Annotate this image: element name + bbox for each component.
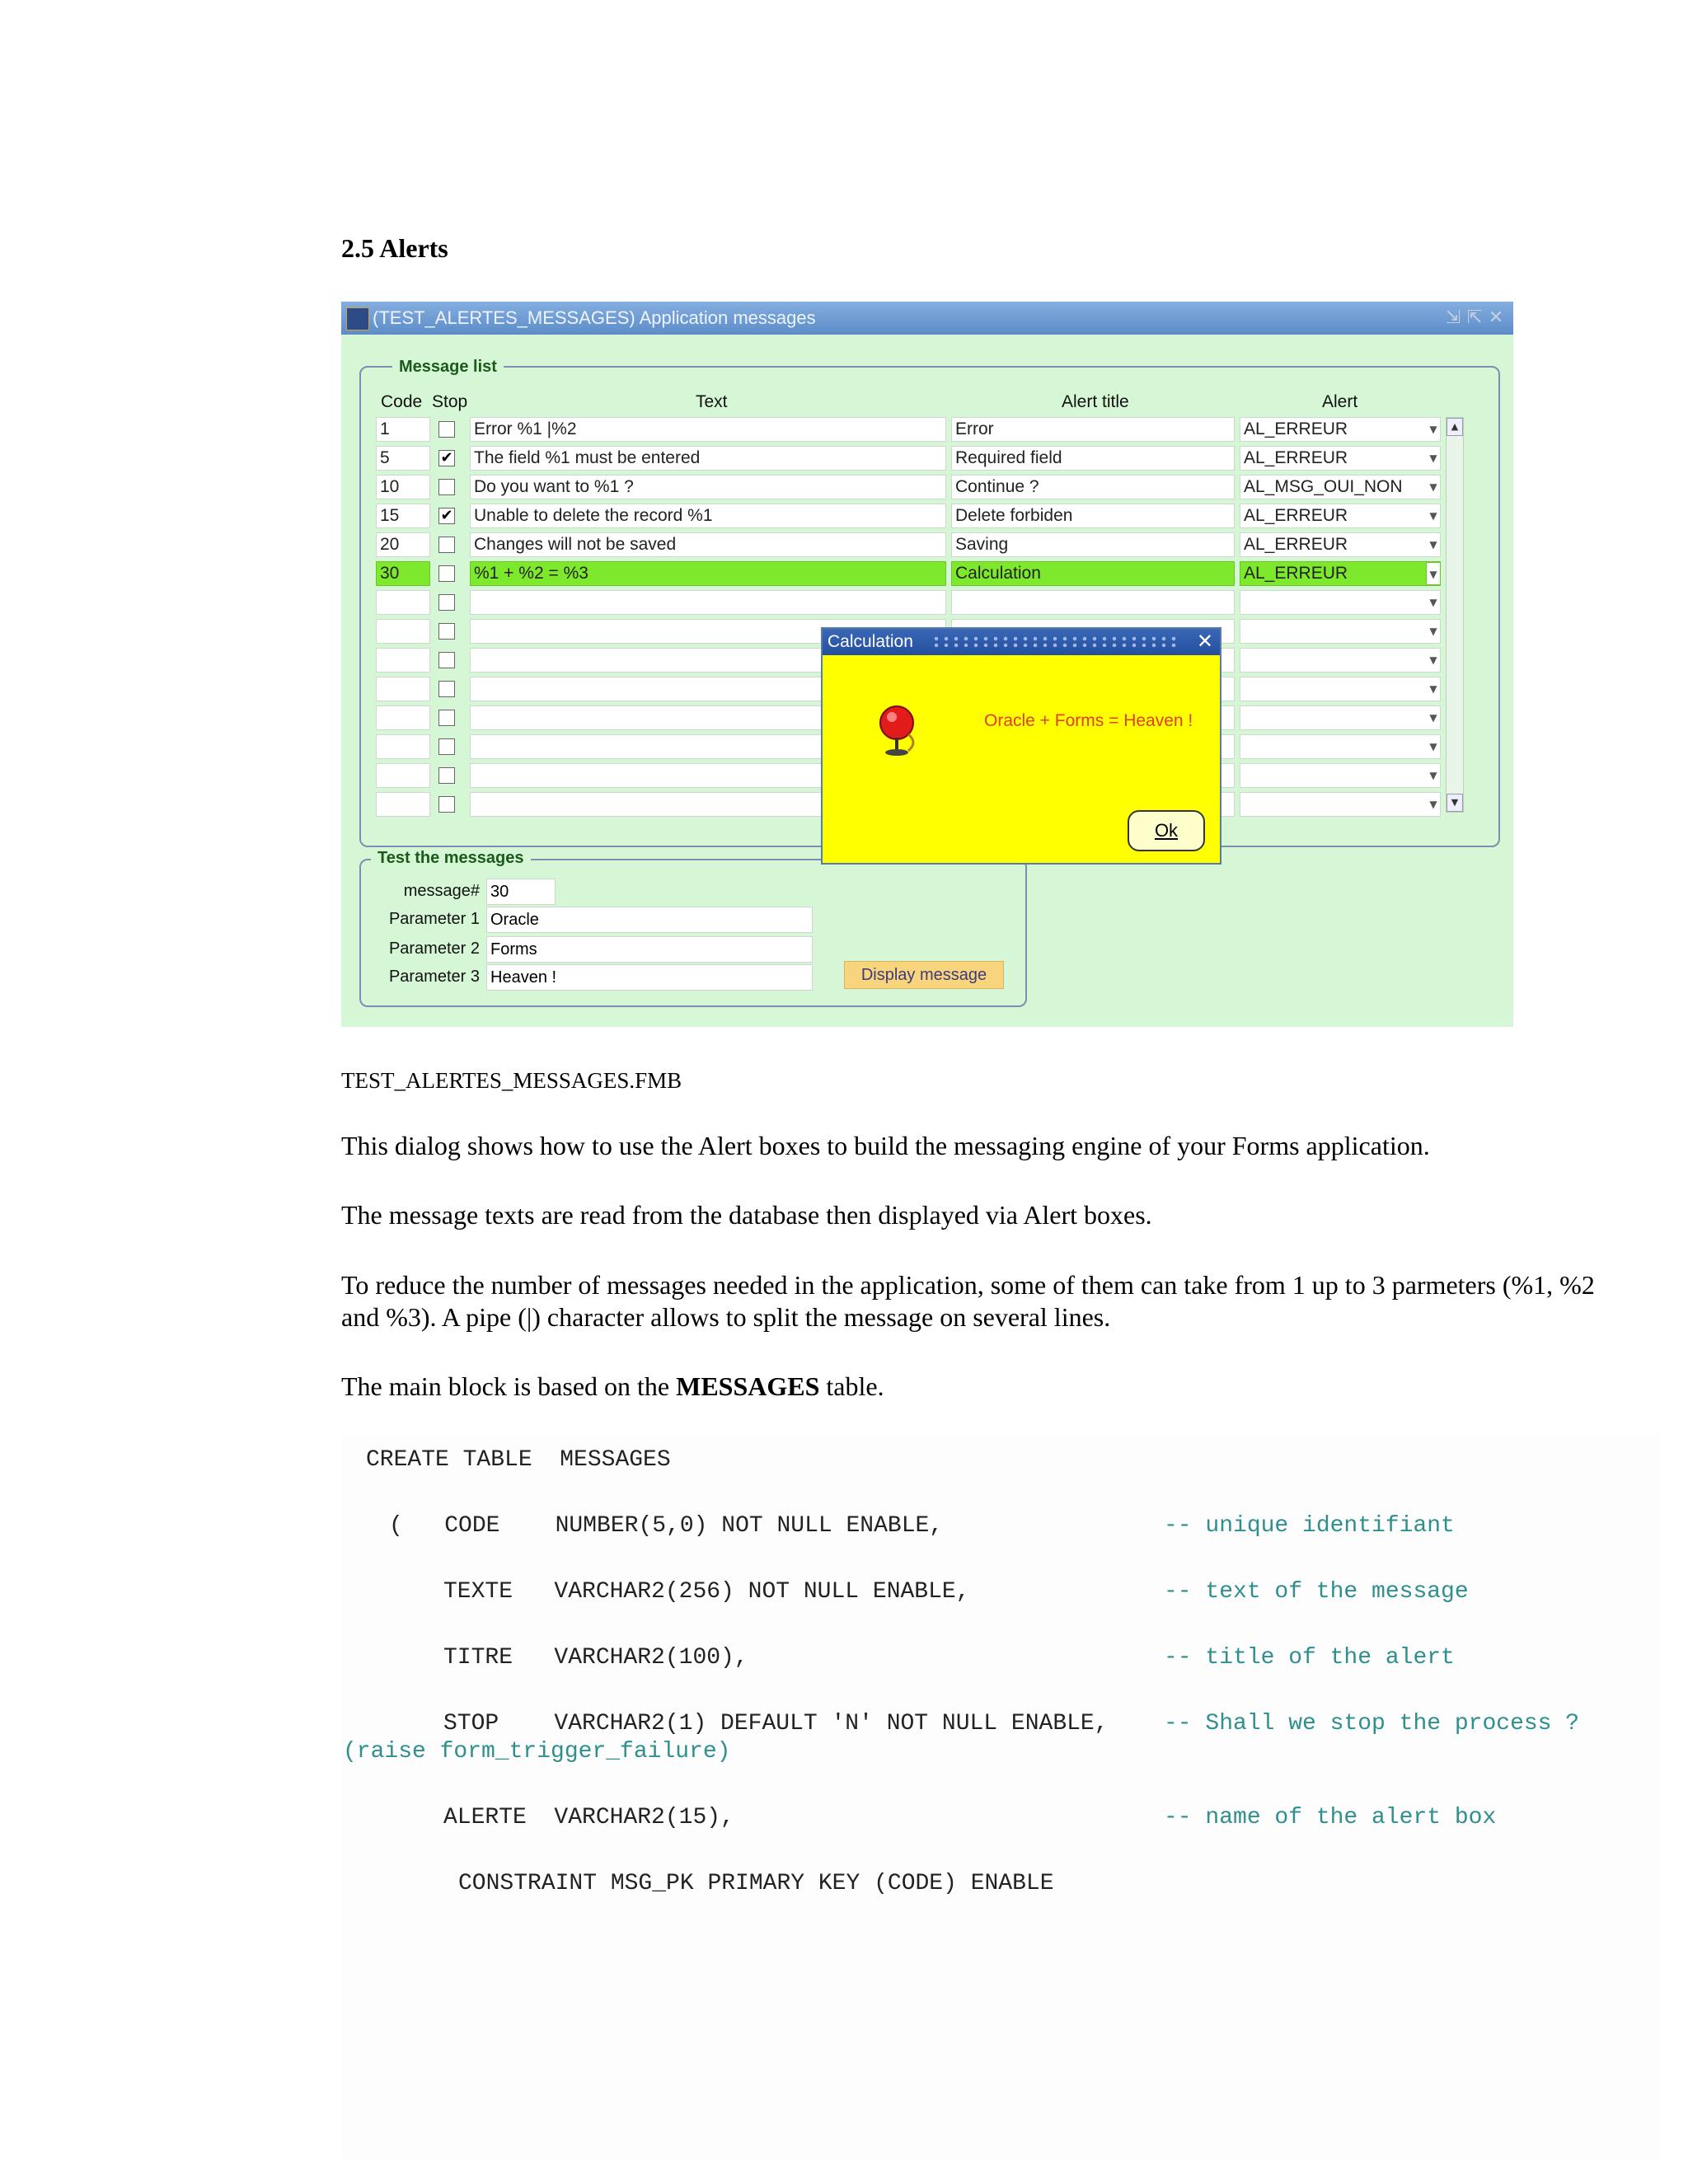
grid-scrollbar[interactable]: [1446, 417, 1464, 813]
alert-cell[interactable]: [1240, 619, 1441, 644]
ok-button-label: Ok: [1154, 820, 1179, 841]
chevron-down-icon[interactable]: ▼: [1429, 712, 1437, 724]
bell-icon: [875, 703, 921, 761]
alert-dialog-title: Calculation: [828, 632, 913, 651]
chevron-down-icon[interactable]: ▼: [1429, 741, 1437, 752]
code-cell[interactable]: [376, 763, 430, 788]
code-cell[interactable]: 30: [376, 561, 430, 586]
code-cell[interactable]: [376, 590, 430, 615]
alert-cell[interactable]: [1240, 705, 1441, 730]
chevron-down-icon[interactable]: ▼: [1429, 510, 1437, 522]
code-block: [341, 1434, 1660, 2159]
chevron-down-icon[interactable]: ▼: [1429, 424, 1437, 435]
stop-checkbox[interactable]: [438, 421, 455, 438]
alert-title-cell[interactable]: Delete forbiden: [951, 504, 1235, 528]
code-cell[interactable]: 20: [376, 532, 430, 557]
message-number-input[interactable]: 30: [486, 879, 556, 905]
parameter-1-label: Parameter 1: [388, 910, 480, 928]
chevron-down-icon[interactable]: ▼: [1429, 481, 1437, 493]
code-comment-2: -- unique identifiant: [1164, 1513, 1455, 1539]
col-text: Text: [696, 392, 728, 411]
text-cell[interactable]: [470, 590, 946, 615]
paragraph-4: [341, 1371, 1627, 1403]
stop-checkbox[interactable]: [438, 479, 455, 495]
code-cell[interactable]: [376, 677, 430, 701]
alert-cell[interactable]: AL_ERREUR: [1240, 504, 1441, 528]
alert-message: Oracle + Forms = Heaven !: [984, 711, 1193, 730]
parameter-3-input[interactable]: Heaven !: [486, 964, 813, 991]
stop-checkbox[interactable]: [438, 796, 455, 813]
ok-button[interactable]: [1128, 810, 1205, 851]
code-line-2: ( CODE NUMBER(5,0) NOT NULL ENABLE,: [389, 1513, 944, 1539]
display-message-button[interactable]: Display message: [844, 961, 1004, 989]
table-name: MESSAGES: [676, 1371, 820, 1401]
stop-checkbox[interactable]: [438, 623, 455, 640]
chevron-down-icon[interactable]: ▼: [1429, 539, 1437, 551]
stop-checkbox[interactable]: [438, 594, 455, 611]
stop-checkbox[interactable]: [438, 537, 455, 553]
alert-cell[interactable]: AL_MSG_OUI_NON: [1240, 475, 1441, 499]
chevron-down-icon[interactable]: ▼: [1429, 799, 1437, 810]
paragraph-1: This dialog shows how to use the Alert boxes to build the messaging engine of your Forms application.: [341, 1131, 1430, 1160]
code-comment-3: -- text of the message: [1164, 1579, 1469, 1605]
text-cell[interactable]: The field %1 must be entered: [470, 446, 946, 471]
alert-cell[interactable]: AL_ERREUR: [1240, 446, 1441, 471]
code-cell[interactable]: 10: [376, 475, 430, 499]
section-heading: 2.5 Alerts: [341, 233, 448, 263]
test-frame-title: Test the messages: [371, 849, 531, 868]
window-title: (TEST_ALERTES_MESSAGES) Application messages: [373, 307, 816, 328]
code-line-1: CREATE TABLE MESSAGES: [366, 1447, 671, 1473]
text-cell[interactable]: Changes will not be saved: [470, 532, 946, 557]
paragraph-3: To reduce the number of messages needed in the application, some of them can take from 1 up to 3 parmeters (%1, %2 and %3). A pipe (|) character allows to split the message on several lines.: [341, 1270, 1595, 1332]
code-cell[interactable]: 5: [376, 446, 430, 471]
alert-cell[interactable]: [1240, 677, 1441, 701]
paragraph-4-end: table.: [819, 1371, 884, 1401]
chevron-down-icon[interactable]: ▼: [1426, 562, 1441, 585]
chevron-down-icon[interactable]: ▼: [1429, 452, 1437, 464]
message-list-title: Message list: [392, 358, 504, 377]
alert-title-cell[interactable]: Saving: [951, 532, 1235, 557]
alert-cell[interactable]: AL_ERREUR: [1240, 561, 1441, 586]
code-cell[interactable]: [376, 734, 430, 759]
alert-title-cell[interactable]: Calculation: [951, 561, 1235, 586]
alert-title-cell[interactable]: [951, 590, 1235, 615]
code-cell[interactable]: 15: [376, 504, 430, 528]
stop-checkbox[interactable]: [438, 710, 455, 726]
code-line-3: TEXTE VARCHAR2(256) NOT NULL ENABLE,: [443, 1579, 970, 1605]
chevron-down-icon[interactable]: ▼: [1429, 626, 1437, 637]
paragraph-4-text: The main block is based on the: [341, 1371, 677, 1401]
code-cell[interactable]: 1: [376, 417, 430, 442]
code-line-4: TITRE VARCHAR2(100),: [443, 1645, 748, 1671]
scroll-down-icon[interactable]: ▼: [1447, 794, 1463, 812]
close-icon[interactable]: ✕: [1488, 307, 1504, 327]
code-comment-6: -- name of the alert box: [1164, 1805, 1497, 1830]
code-comment-5: -- Shall we stop the process ?: [1164, 1711, 1580, 1736]
alert-cell[interactable]: [1240, 734, 1441, 759]
parameter-3-label: Parameter 3: [388, 968, 480, 986]
parameter-2-label: Parameter 2: [388, 940, 480, 958]
code-cell[interactable]: [376, 648, 430, 673]
code-comment-4: -- title of the alert: [1164, 1645, 1455, 1671]
code-line-6: ALERTE VARCHAR2(15),: [443, 1805, 734, 1830]
code-line-7: CONSTRAINT MSG_PK PRIMARY KEY (CODE) ENABLE: [458, 1871, 1054, 1896]
stop-checkbox[interactable]: [438, 681, 455, 697]
minimize-icon[interactable]: ⇲: [1445, 307, 1461, 327]
alert-title-cell[interactable]: Continue ?: [951, 475, 1235, 499]
scroll-up-icon[interactable]: ▲: [1447, 418, 1463, 436]
col-code: Code: [381, 392, 423, 411]
parameter-2-input[interactable]: Forms: [486, 936, 813, 963]
col-stop: Stop: [432, 392, 468, 411]
code-cell[interactable]: [376, 705, 430, 730]
message-number-label: message#: [403, 882, 480, 900]
stop-checkbox[interactable]: [438, 767, 455, 784]
alert-title-cell[interactable]: Error: [951, 417, 1235, 442]
stop-checkbox[interactable]: ✔: [438, 450, 455, 466]
maximize-icon[interactable]: ⇱: [1466, 307, 1483, 327]
stop-checkbox[interactable]: ✔: [438, 508, 455, 524]
alert-cell[interactable]: [1240, 648, 1441, 673]
alert-cell[interactable]: [1240, 590, 1441, 615]
alert-cell[interactable]: AL_ERREUR: [1240, 417, 1441, 442]
text-cell[interactable]: Error %1 |%2: [470, 417, 946, 442]
figure-caption: TEST_ALERTES_MESSAGES.FMB: [341, 1068, 682, 1093]
window-titlebar: [341, 302, 1513, 335]
col-alert: Alert: [1322, 392, 1358, 411]
alert-cell[interactable]: [1240, 763, 1441, 788]
chevron-down-icon[interactable]: ▼: [1429, 597, 1437, 608]
stop-checkbox[interactable]: [438, 652, 455, 668]
code-line-5: STOP VARCHAR2(1) DEFAULT 'N' NOT NULL ENABLE,: [443, 1711, 1109, 1736]
alert-cell[interactable]: [1240, 792, 1441, 817]
app-icon: [346, 307, 369, 330]
alert-cell[interactable]: AL_ERREUR: [1240, 532, 1441, 557]
chevron-down-icon[interactable]: ▼: [1429, 683, 1437, 695]
stop-checkbox[interactable]: [438, 565, 455, 582]
alert-dialog-titlebar: [823, 629, 1220, 655]
text-cell[interactable]: %1 + %2 = %3: [470, 561, 946, 586]
alert-dialog: [821, 627, 1221, 865]
paragraph-2: The message texts are read from the database then displayed via Alert boxes.: [341, 1200, 1152, 1230]
chevron-down-icon[interactable]: ▼: [1429, 654, 1437, 666]
close-icon[interactable]: ✕: [1196, 630, 1213, 653]
code-cell[interactable]: [376, 792, 430, 817]
alert-title-cell[interactable]: Required field: [951, 446, 1235, 471]
parameter-1-input[interactable]: Oracle: [486, 907, 813, 933]
code-cell[interactable]: [376, 619, 430, 644]
text-cell[interactable]: Do you want to %1 ?: [470, 475, 946, 499]
titlebar-grip: [931, 635, 1179, 647]
chevron-down-icon[interactable]: ▼: [1429, 770, 1437, 781]
col-alert-title: Alert title: [1062, 392, 1129, 411]
text-cell[interactable]: Unable to delete the record %1: [470, 504, 946, 528]
code-comment-5b: (raise form_trigger_failure): [343, 1739, 731, 1765]
forms-window: [341, 302, 1513, 1027]
stop-checkbox[interactable]: [438, 738, 455, 755]
